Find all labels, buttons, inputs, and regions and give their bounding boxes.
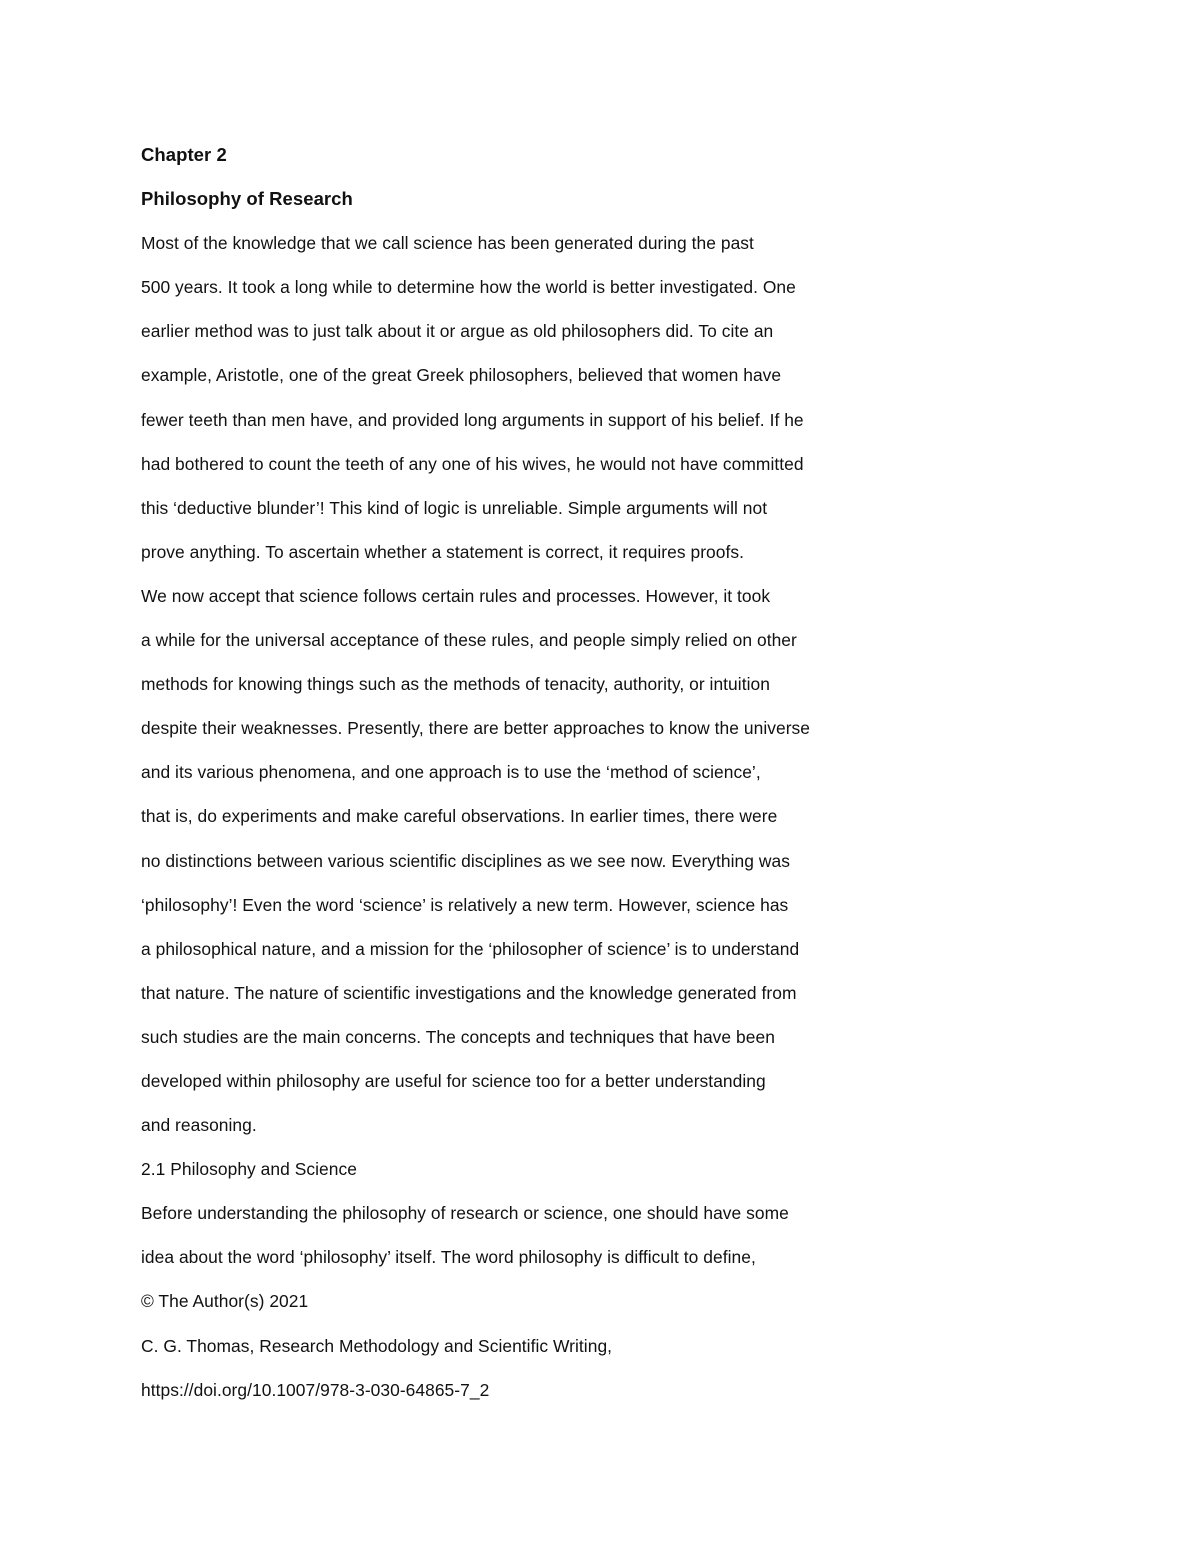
copyright-notice: © The Author(s) 2021 — [141, 1291, 309, 1312]
paragraph-3-line: idea about the word ‘philosophy’ itself. The word philosophy is difficult to define, — [141, 1247, 756, 1268]
paragraph-2-line: that nature. The nature of scientific investigations and the knowledge generated from — [141, 982, 797, 1003]
paragraph-2-line: ‘philosophy’! Even the word ‘science’ is relatively a new term. However, science has — [141, 894, 789, 915]
paragraph-1-line: example, Aristotle, one of the great Greek philosophers, believed that women have — [141, 365, 782, 386]
paragraph-1-line: fewer teeth than men have, and provided long arguments in support of his belief. If he — [141, 409, 804, 430]
chapter-title: Philosophy of Research — [141, 188, 353, 210]
paragraph-1-line: Most of the knowledge that we call science has been generated during the past — [141, 233, 754, 254]
paragraph-2-line: a while for the universal acceptance of these rules, and people simply relied on other — [141, 630, 797, 651]
paragraph-2-line: We now accept that science follows certain rules and processes. However, it took — [141, 585, 771, 606]
document-body — [141, 136, 941, 1415]
section-heading: 2.1 Philosophy and Science — [141, 1159, 357, 1180]
paragraph-3-line: Before understanding the philosophy of research or science, one should have some — [141, 1203, 789, 1224]
paragraph-2-line: such studies are the main concerns. The concepts and techniques that have been — [141, 1026, 775, 1047]
doi-link[interactable]: https://doi.org/10.1007/978-3-030-64865-7_2 — [141, 1379, 490, 1400]
paragraph-2-line: and reasoning. — [141, 1115, 257, 1136]
paragraph-1-line: earlier method was to just talk about it or argue as old philosophers did. To cite an — [141, 321, 774, 342]
paragraph-2-line: and its various phenomena, and one approach is to use the ‘method of science’, — [141, 762, 761, 783]
chapter-label: Chapter 2 — [141, 144, 227, 165]
paragraph-1-line: prove anything. To ascertain whether a statement is correct, it requires proofs. — [141, 541, 744, 562]
paragraph-1-line: 500 years. It took a long while to determine how the world is better investigated. One — [141, 277, 796, 298]
paragraph-1-line: had bothered to count the teeth of any one of his wives, he would not have committed — [141, 453, 804, 474]
paragraph-2-line: methods for knowing things such as the methods of tenacity, authority, or intuition — [141, 674, 770, 695]
paragraph-2-line: no distinctions between various scientific disciplines as we see now. Everything was — [141, 850, 790, 871]
citation-line: C. G. Thomas, Research Methodology and Scientific Writing, — [141, 1335, 613, 1356]
paragraph-2-line: developed within philosophy are useful for science too for a better understanding — [141, 1070, 766, 1091]
paragraph-2-line: despite their weaknesses. Presently, there are better approaches to know the universe — [141, 718, 811, 739]
paragraph-2-line: a philosophical nature, and a mission for the ‘philosopher of science’ is to understand — [141, 938, 800, 959]
paragraph-2-line: that is, do experiments and make careful observations. In earlier times, there were — [141, 806, 778, 827]
paragraph-1-line: this ‘deductive blunder’! This kind of logic is unreliable. Simple arguments will not — [141, 497, 768, 518]
